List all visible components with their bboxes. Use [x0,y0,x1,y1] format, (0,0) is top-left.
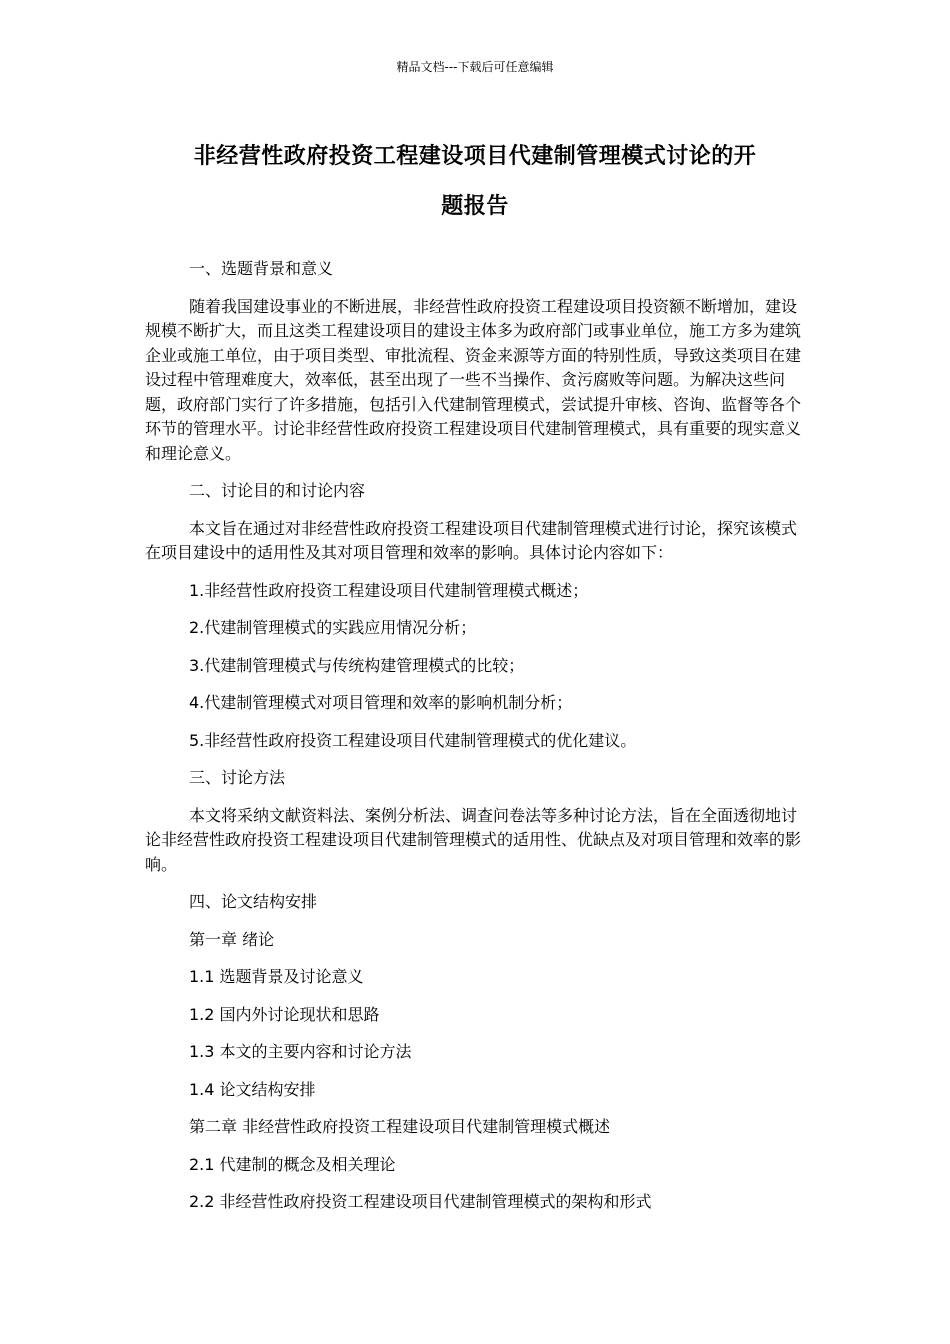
list-item: 3.代建制管理模式与传统构建管理模式的比较； [189,655,525,675]
outline-item: 第一章 绪论 [189,929,275,949]
section-heading-purpose: 二、讨论目的和讨论内容 [189,481,366,500]
list-item: 4.代建制管理模式对项目管理和效率的影响机制分析； [189,693,573,712]
section-heading-structure: 四、论文结构安排 [189,892,318,911]
document-title-line-2: 题报告 [441,194,509,219]
paragraph-methods: 本文将采纳文献资料法、案例分析法、调查问卷法等多种讨论方法，旨在全面透彻地讨论非经营性政府投资工程建设项目代建制管理模式的适用性、优缺点及对项目管理和效率的影响。 [145,805,802,874]
header-note: 精品文档---下载后可任意编辑 [396,60,554,74]
outline-item: 2.2 非经营性政府投资工程建设项目代建制管理模式的架构和形式 [189,1192,652,1211]
outline-item: 1.2 国内外讨论现状和思路 [189,1004,380,1024]
list-item: 2.代建制管理模式的实践应用情况分析； [189,618,477,637]
document-title-line-1: 非经营性政府投资工程建设项目代建制管理模式讨论的开 [193,144,757,169]
section-heading-methods: 三、讨论方法 [189,768,286,787]
document-title [145,132,805,232]
section-heading-background: 一、选题背景和意义 [189,259,334,278]
list-item: 5.非经营性政府投资工程建设项目代建制管理模式的优化建议。 [189,730,637,750]
outline-item: 1.3 本文的主要内容和讨论方法 [189,1042,412,1061]
outline-item: 1.4 论文结构安排 [189,1079,316,1099]
paragraph-background: 随着我国建设事业的不断进展，非经营性政府投资工程建设项目投资额不断增加，建设规模不断扩大，而且这类工程建设项目的建设主体多为政府部门或事业单位，施工方多为建筑企业或施工单位，由于项目类型、审批流程、资金来源等方面的特别性质，导致这类项目在建设过程中管理难度大，效率低，甚至出现了一些不当操作、贪污腐败等问题。为解决这些问题，政府部门实行了许多措施，包括引入代建制管理模式，尝试提升审核、咨询、监督等各个环节的管理水平。讨论非经营性政府投资工程建设项目代建制管理模式，具有重要的现实意义和理论意义。 [145,296,802,463]
list-item: 1.非经营性政府投资工程建设项目代建制管理模式概述； [189,580,589,600]
document-body [145,257,809,1228]
outline-item: 1.1 选题背景及讨论意义 [189,967,364,986]
outline-item: 2.1 代建制的概念及相关理论 [189,1154,396,1174]
paragraph-purpose: 本文旨在通过对非经营性政府投资工程建设项目代建制管理模式进行讨论，探究该模式在项目建设中的适用性及其对项目管理和效率的影响。具体讨论内容如下： [145,518,798,562]
outline-item: 第二章 非经营性政府投资工程建设项目代建制管理模式概述 [189,1117,611,1136]
